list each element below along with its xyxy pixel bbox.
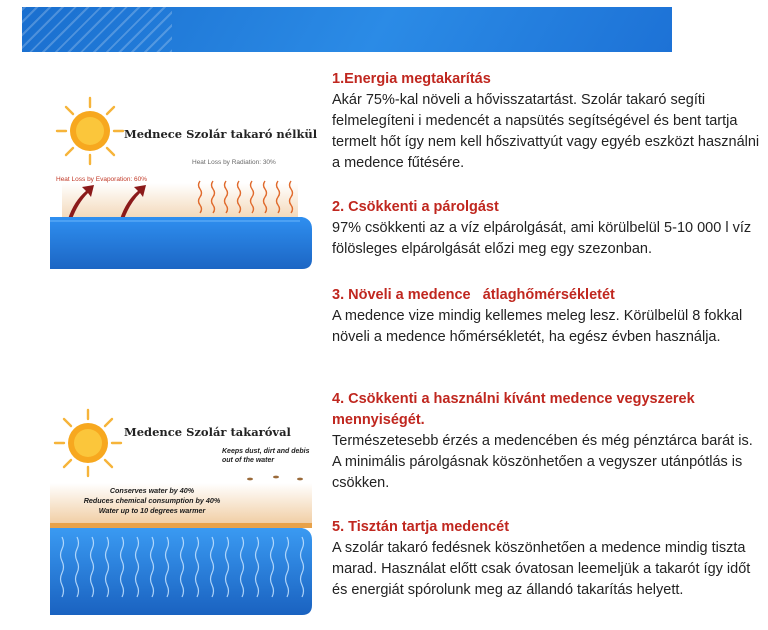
section-body: Természetesebb érzés a medencében és még pénztárca barát is. A minimális párolgásnak köszönhetően a vegyszer utánpótlás is csökken. — [332, 433, 753, 491]
section-title: 1.Energia megtakarítás — [332, 71, 491, 87]
figure-without-cover — [50, 95, 322, 300]
section-body: Akár 75%-kal növeli a hővisszatartást. Szolár takaró segíti felmelegíteni i medencét a napsütés segítségével és bent tartja termelt hőt így nem kell hőszivattyút vagy egyéb eszközt használni a medence fűtésére. — [332, 92, 760, 171]
benefits-note — [52, 486, 252, 516]
header-banner — [22, 7, 672, 52]
solar-cover — [50, 523, 312, 528]
evaporation-note: Heat Loss by Evaporation: 60% — [56, 176, 148, 183]
figure-title: Medence Szolár takaróval — [124, 425, 291, 439]
section-body: A szolár takaró fedésnek köszönhetően a medence mindig tiszta marad. Használat előtt csak óvatosan leemeljük a takarót így időt és energiát spórolunk meg az állandó takarítás helyett. — [332, 540, 751, 598]
benefit-line: Conserves water by 40% — [109, 486, 195, 495]
section-clean — [332, 517, 764, 601]
benefit-line: Reduces chemical consumption by 40% — [83, 496, 221, 505]
section-body: A medence vize mindig kellemes meleg lesz. Körülbelül 8 fokkal növeli a medence hőmérsékletét, ha egész évben használja. — [332, 308, 743, 345]
section-chemicals — [332, 389, 764, 494]
benefit-line: Water up to 10 degrees warmer — [98, 506, 206, 515]
figure-with-cover — [50, 405, 322, 620]
section-title: 2. Csökkenti a párolgást — [332, 199, 499, 215]
section-title: 5. Tisztán tartja medencét — [332, 519, 510, 535]
section-body: 97% csökkenti az a víz elpárolgását, ami körülbelül 5-10 000 l víz fölösleges elpárolgását előzi meg egy szezonban. — [332, 220, 752, 257]
sun-icon — [57, 98, 123, 164]
section-title: 4. Csökkenti a használni kívánt medence vegyszerek mennyiségét. — [332, 391, 695, 428]
section-temperature — [332, 285, 764, 348]
pool-water — [50, 217, 312, 269]
figure-title: Mednece Szolár takaró nélkül — [124, 127, 318, 141]
sun-icon — [55, 410, 121, 476]
section-energy — [332, 69, 764, 174]
figure-without-cover-illustration — [50, 95, 322, 300]
section-evaporation — [332, 197, 764, 260]
section-title: 3. Növeli a medence átlaghőmérsékletét — [332, 287, 615, 303]
banner-stripes — [22, 7, 172, 52]
keeps-note: Keeps dust, dirt and debis out of the water — [222, 448, 310, 464]
radiation-note: Heat Loss by Radiation: 30% — [192, 159, 276, 166]
